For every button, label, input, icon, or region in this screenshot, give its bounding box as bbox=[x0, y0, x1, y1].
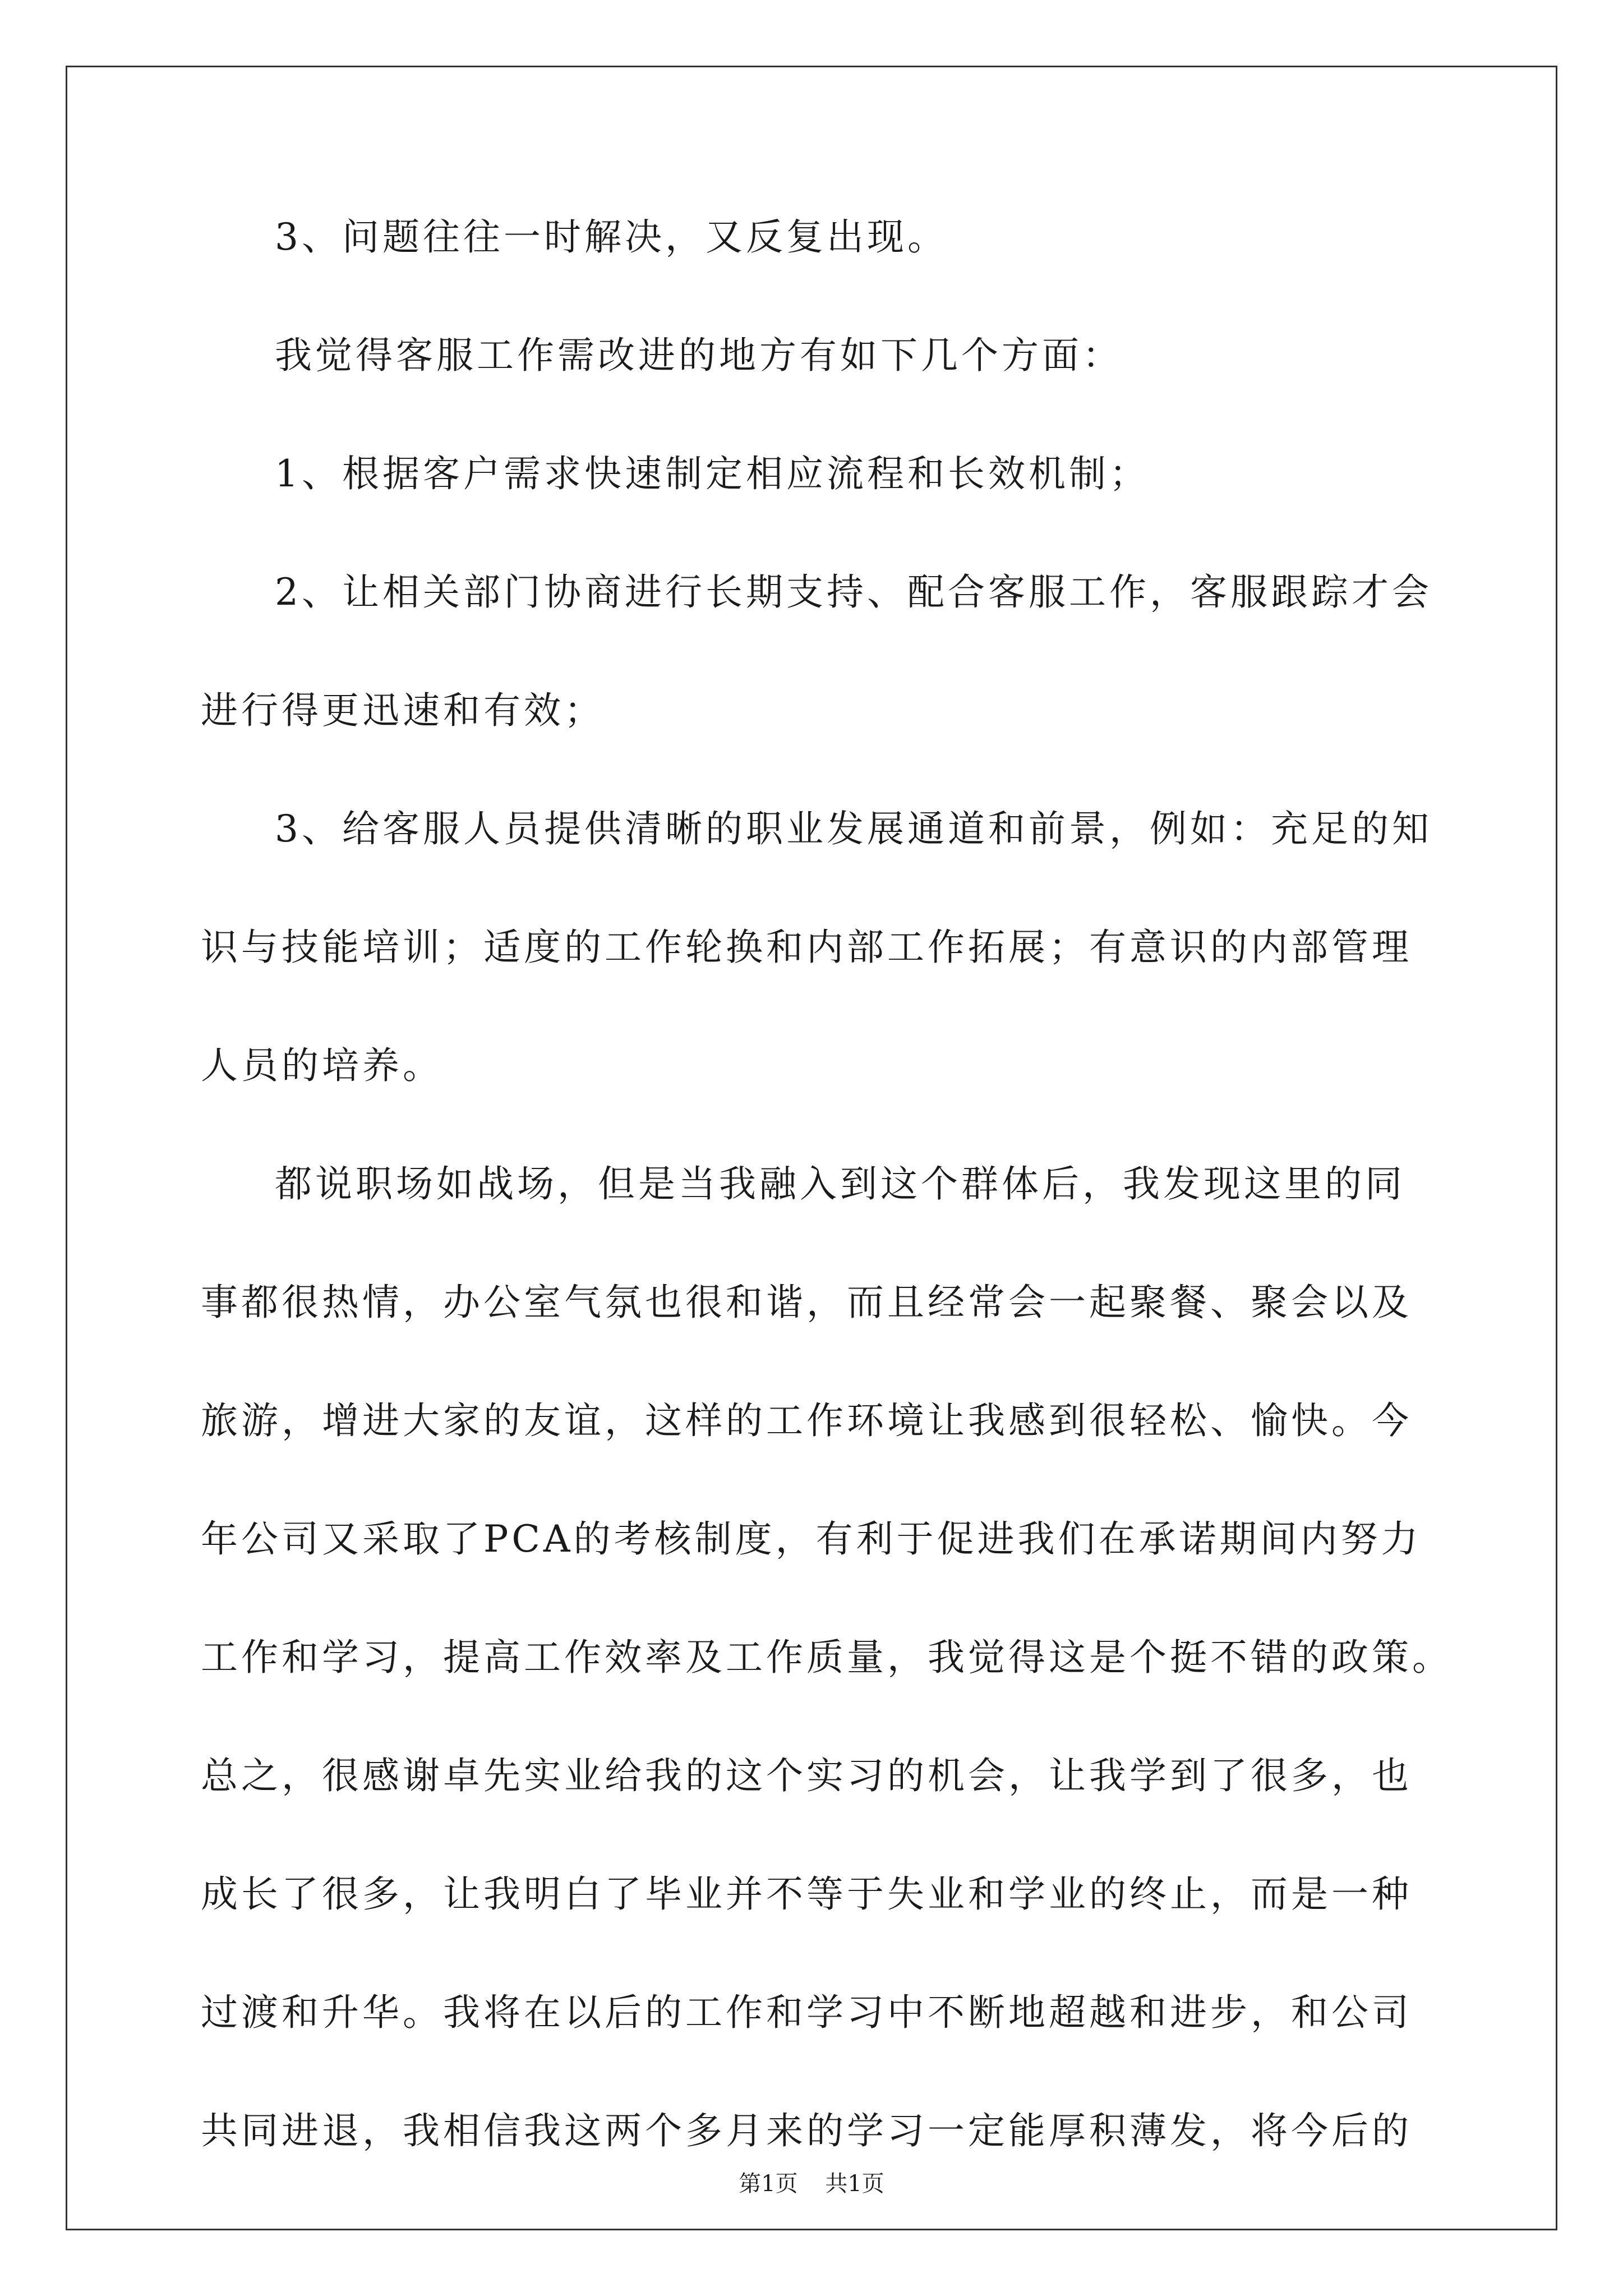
page-total: 共1页 bbox=[825, 2171, 884, 2197]
paragraph-line: 年公司又采取了PCA的考核制度，有利于促进我们在承诺期间内努力 bbox=[201, 1517, 1422, 1561]
paragraph-line: 3、给客服人员提供清晰的职业发展通道和前景，例如：充足的知 bbox=[275, 807, 1432, 850]
paragraph-line: 我觉得客服工作需改进的地方有如下几个方面： bbox=[275, 334, 1123, 377]
paragraph-line: 总之，很感谢卓先实业给我的这个实习的机会，让我学到了很多，也 bbox=[201, 1754, 1412, 1797]
paragraph-line: 进行得更迅速和有效； bbox=[201, 689, 605, 732]
paragraph-line: 1、根据客户需求快速制定相应流程和长效机制； bbox=[275, 452, 1150, 495]
page-number: 第1页 bbox=[739, 2171, 798, 2197]
paragraph-line: 都说职场如战场，但是当我融入到这个群体后，我发现这里的同 bbox=[275, 1162, 1405, 1205]
paragraph-line: 过渡和升华。我将在以后的工作和学习中不断地超越和进步，和公司 bbox=[201, 1991, 1412, 2034]
paragraph-line: 共同进退，我相信我这两个多月来的学习一定能厚积薄发，将今后的 bbox=[201, 2109, 1412, 2152]
paragraph-line: 识与技能培训；适度的工作轮换和内部工作拓展；有意识的内部管理 bbox=[201, 926, 1412, 969]
paragraph-line: 事都很热情，办公室气氛也很和谐，而且经常会一起聚餐、聚会以及 bbox=[201, 1281, 1412, 1324]
paragraph-line: 人员的培养。 bbox=[201, 1044, 443, 1087]
paragraph-line: 3、问题往往一时解决，又反复出现。 bbox=[275, 215, 948, 259]
paragraph-line: 旅游，增进大家的友谊，这样的工作环境让我感到很轻松、愉快。今 bbox=[201, 1399, 1412, 1442]
paragraph-line: 2、让相关部门协商进行长期支持、配合客服工作，客服跟踪才会 bbox=[275, 570, 1432, 614]
paragraph-line: 成长了很多，让我明白了毕业并不等于失业和学业的终止，而是一种 bbox=[201, 1872, 1412, 1916]
page-footer bbox=[0, 2170, 1623, 2198]
paragraph-line: 工作和学习，提高工作效率及工作质量，我觉得这是个挺不错的政策。 bbox=[201, 1636, 1453, 1679]
